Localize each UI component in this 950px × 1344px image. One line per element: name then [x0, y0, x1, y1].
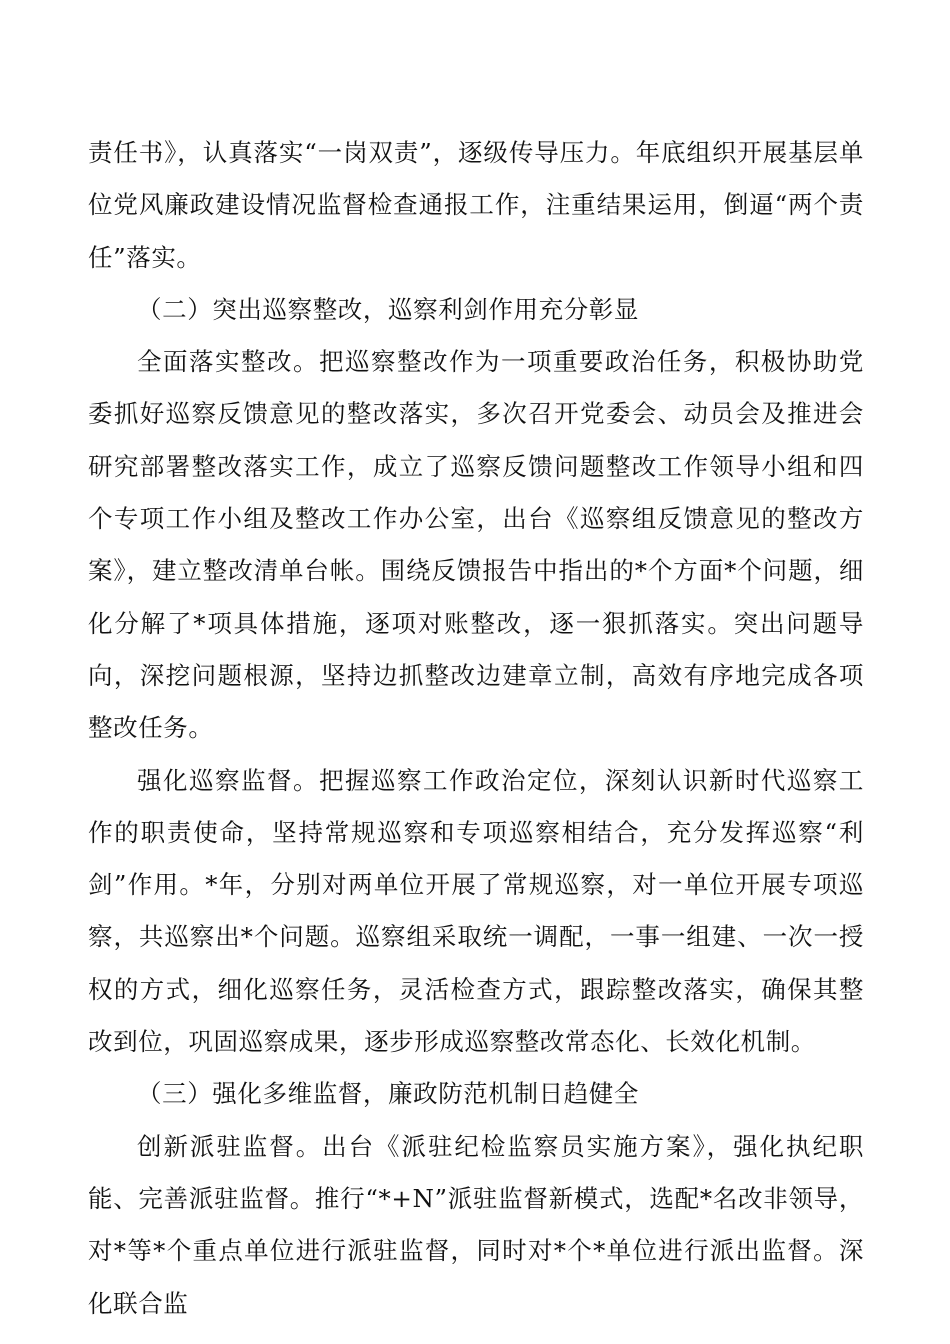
- section-heading-3: （三）强化多维监督，廉政防范机制日趋健全: [137, 1079, 639, 1109]
- section-heading-2: （二）突出巡察整改，巡察利剑作用充分彰显: [137, 294, 639, 324]
- body-paragraph-continued: 责任书》，认真落实“一岗双责”，逐级传导压力。年底组织开展基层单位党风廉政建设情况监督检查通报工作，注重结果运用，倒逼“两个责任”落实。: [88, 138, 864, 272]
- body-paragraph-stationed-supervision: 创新派驻监督。出台《派驻纪检监察员实施方案》，强化执纪职能、完善派驻监督。推行“*+N”派驻监督新模式，选配*名改非领导，对*等*个重点单位进行派驻监督，同时对*个*单位进行派出监督。深化联合监: [88, 1131, 864, 1318]
- body-paragraph-rectification: 全面落实整改。把巡察整改作为一项重要政治任务，积极协助党委抓好巡察反馈意见的整改落实，多次召开党委会、动员会及推进会研究部署整改落实工作，成立了巡察反馈问题整改工作领导小组和四个专项工作小组及整改工作办公室，出台《巡察组反馈意见的整改方案》，建立整改清单台帐。围绕反馈报告中指出的*个方面*个问题，细化分解了*项具体措施，逐项对账整改，逐一狠抓落实。突出问题导向，深挖问题根源，坚持边抓整改边建章立制，高效有序地完成各项整改任务。: [88, 347, 864, 743]
- body-paragraph-inspection: 强化巡察监督。把握巡察工作政治定位，深刻认识新时代巡察工作的职责使命，坚持常规巡察和专项巡察相结合，充分发挥巡察“利剑”作用。*年，分别对两单位开展了常规巡察，对一单位开展专项巡察，共巡察出*个问题。巡察组采取统一调配，一事一组建、一次一授权的方式，细化巡察任务，灵活检查方式，跟踪整改落实，确保其整改到位，巩固巡察成果，逐步形成巡察整改常态化、长效化机制。: [88, 765, 864, 1057]
- document-page: [88, 127, 864, 1330]
